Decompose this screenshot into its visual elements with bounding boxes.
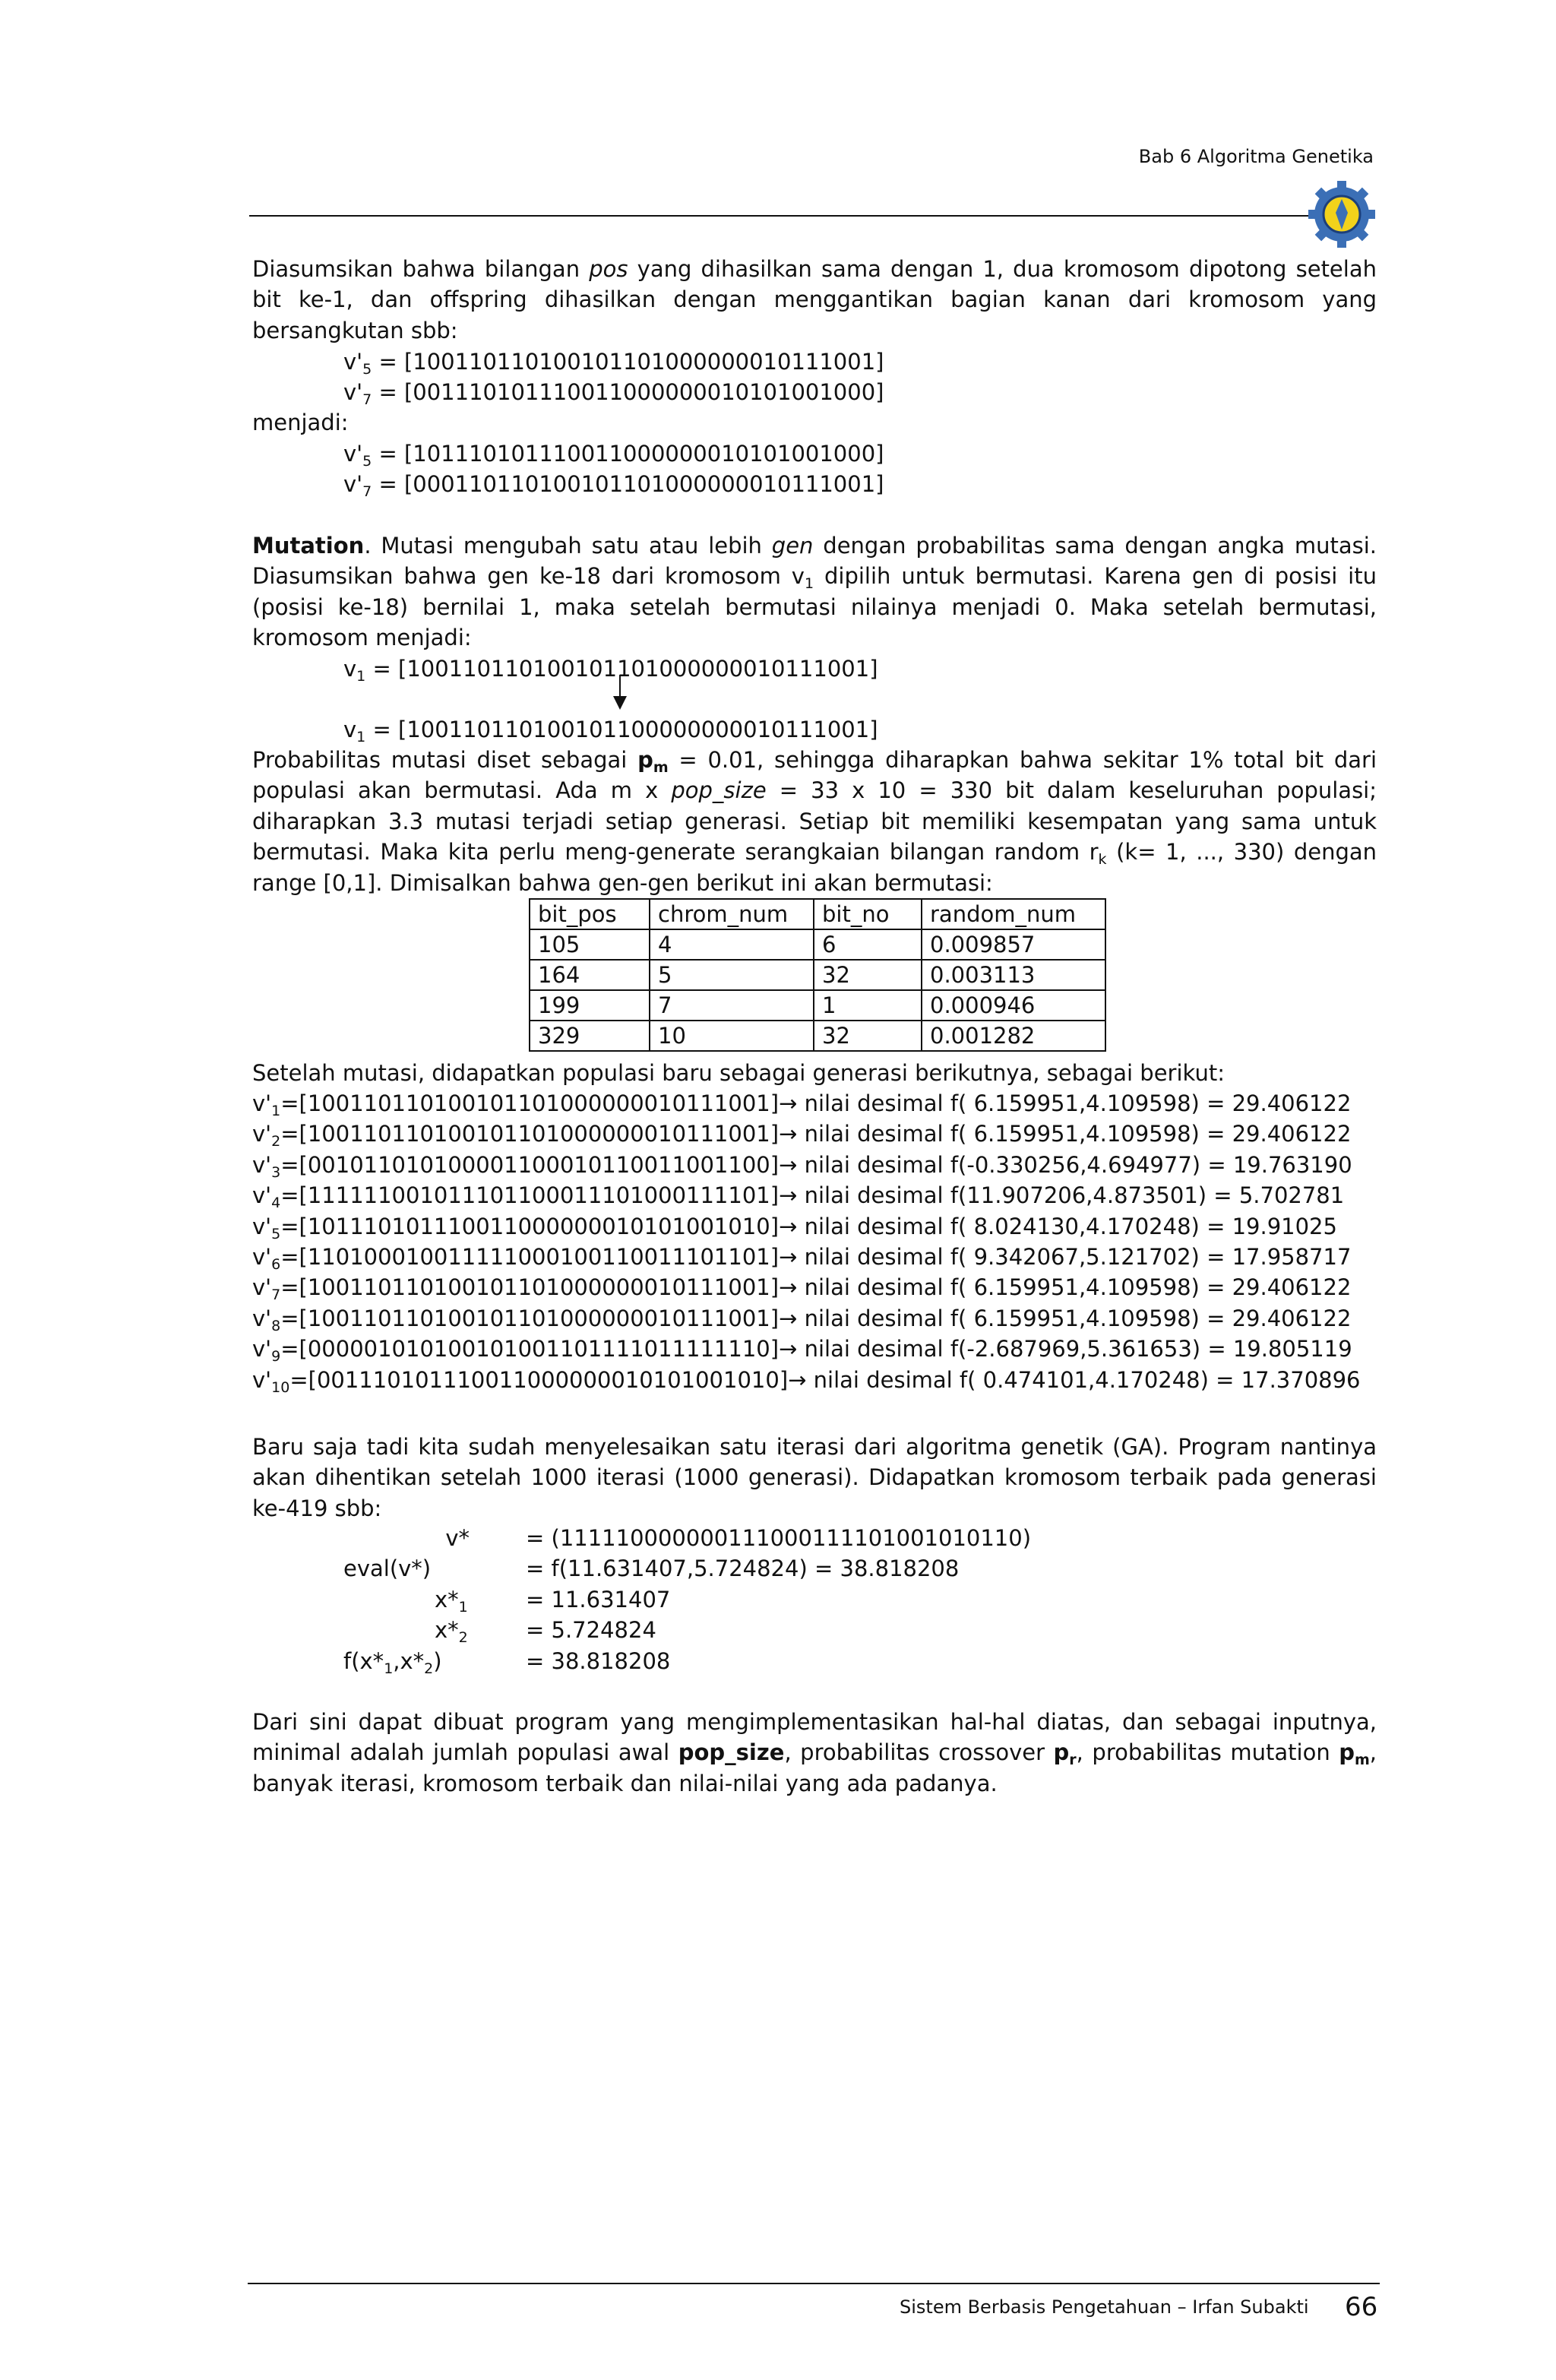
mutation-title: Mutation bbox=[252, 533, 365, 559]
table-cell: 5 bbox=[650, 960, 814, 990]
crossover-intro: Diasumsikan bahwa bilangan pos yang dihasilkan sama dengan 1, dua kromosom dipotong setelah bit ke-1, dan offspring dihasilkan dengan menggantikan bagian kanan dari kromosom yang bersangkutan sbb: bbox=[252, 256, 1377, 343]
table-row bbox=[530, 929, 1105, 960]
mutation-arrow-icon bbox=[612, 675, 628, 713]
column-header: bit_pos bbox=[530, 899, 650, 929]
table-cell: 10 bbox=[650, 1021, 814, 1051]
menjadi-label: menjadi: bbox=[252, 410, 349, 435]
table-cell: 32 bbox=[814, 960, 922, 990]
chapter-header: Bab 6 Algoritma Genetika bbox=[1138, 146, 1374, 167]
arrow-right-icon: → bbox=[779, 1121, 798, 1147]
arrow-right-icon: → bbox=[779, 1151, 798, 1178]
table-cell: 199 bbox=[530, 990, 650, 1021]
table-cell: 4 bbox=[650, 929, 814, 960]
footer-text: Sistem Berbasis Pengetahuan – Irfan Subakti bbox=[900, 2296, 1309, 2318]
arrow-right-icon: → bbox=[779, 1213, 798, 1239]
list-item: $v'_3=[001011010100001100010110011001100]\to$ nilai desimal f(-0.330256,4.694977) = 19.763190 bbox=[252, 1151, 1352, 1181]
list-item: $v'_7=[100110110100101101000000010111001]\to$ nilai desimal f( 6.159951,4.109598) = 29.406122 bbox=[252, 1274, 1352, 1304]
list-item: $v'_{10}=[001110101110011000000010101001010]\to$ nilai desimal f( 0.474101,4.170248) = 17.370896 bbox=[252, 1366, 1361, 1396]
page-number: 66 bbox=[1345, 2292, 1378, 2322]
list-item: $v'_8=[100110110100101101000000010111001]\to$ nilai desimal f( 6.159951,4.109598) = 29.406122 bbox=[252, 1305, 1352, 1334]
chromosome-v1-before: $v_1 = [100110110100101101000000010111001]$ bbox=[343, 656, 878, 685]
table-row bbox=[530, 990, 1105, 1021]
table-cell: 32 bbox=[814, 1021, 922, 1051]
chromosome-v7-after: $v'_7 = [000110110100101101000000010111001]$ bbox=[343, 471, 884, 500]
table-cell: 164 bbox=[530, 960, 650, 990]
table-cell: 0.001282 bbox=[922, 1021, 1105, 1051]
table-row bbox=[530, 960, 1105, 990]
table-cell: 1 bbox=[814, 990, 922, 1021]
arrow-right-icon: → bbox=[779, 1336, 798, 1362]
arrow-right-icon: → bbox=[779, 1182, 798, 1209]
arrow-right-icon: → bbox=[779, 1244, 798, 1270]
header-rule bbox=[249, 215, 1328, 217]
arrow-right-icon: → bbox=[779, 1305, 798, 1331]
mutation-table bbox=[529, 898, 1106, 1052]
list-item: $v'_4=[111111001011101100011101000111101]\to$ nilai desimal f(11.907206,4.873501) = 5.702781 bbox=[252, 1182, 1345, 1212]
mutation-paragraph: Mutation. Mutasi mengubah satu atau lebih gen dengan probabilitas sama dengan angka mutasi. Diasumsikan bahwa gen ke-18 dari kromosom $v_1$ dipilih untuk bermutasi. Karena gen di posisi itu (posisi ke-18) bernilai 1, maka setelah bermutasi nilainya menjadi 0. Maka setelah bermutasi, kromosom menjadi: bbox=[252, 533, 1377, 651]
table-cell: 0.000946 bbox=[922, 990, 1105, 1021]
chromosome-v5-before: $v'_5 = [100110110100101101000000010111001]$ bbox=[343, 349, 884, 378]
list-item: $v'_2=[100110110100101101000000010111001]\to$ nilai desimal f( 6.159951,4.109598) = 29.406122 bbox=[252, 1121, 1352, 1150]
footer-rule bbox=[248, 2283, 1380, 2284]
column-header: random_num bbox=[922, 899, 1105, 929]
list-item: $v'_1=[100110110100101101000000010111001]\to$ nilai desimal f( 6.159951,4.109598) = 29.406122 bbox=[252, 1090, 1352, 1119]
list-item: $v'_9=[000001010100101001101111011111110]\to$ nilai desimal f(-2.687969,5.361653) = 19.805119 bbox=[252, 1336, 1352, 1366]
table-cell: 105 bbox=[530, 929, 650, 960]
after-mutation-intro: Setelah mutasi, didapatkan populasi baru sebagai generasi berikutnya, sebagai berikut: bbox=[252, 1060, 1225, 1086]
list-item: $v'_5=[101110101110011000000010101001010]\to$ nilai desimal f( 8.024130,4.170248) = 19.91025 bbox=[252, 1213, 1337, 1242]
arrow-right-icon: → bbox=[779, 1090, 798, 1116]
result-intro: Baru saja tadi kita sudah menyelesaikan satu iterasi dari algoritma genetik (GA). Program nantinya akan dihentikan setelah 1000 iterasi (1000 generasi). Didapatkan kromosom terbaik pada generasi ke-419 sbb: bbox=[252, 1434, 1377, 1521]
chromosome-v7-before: $v'_7 = [001110101110011000000010101001000]$ bbox=[343, 379, 884, 408]
table-cell: 0.009857 bbox=[922, 929, 1105, 960]
mutation-probability-paragraph: Probabilitas mutasi diset sebagai $p_m = 0.01$, sehingga diharapkan bahwa sekitar 1% total bit dari populasi akan bermutasi. Ada m x pop_size = 33 x 10 = 330 bit dalam keseluruhan populasi; diharapkan 3.3 mutasi terjadi setiap generasi. Setiap bit memiliki kesempatan yang sama untuk bermutasi. Maka kita perlu meng-generate serangkaian bilangan random $r_k$ (k= 1, ..., 330) dengan range [0,1]. Dimisalkan bahwa gen-gen berikut ini akan bermutasi: bbox=[252, 747, 1377, 896]
chromosome-v1-after: $v_1 = [100110110100101100000000010111001]$ bbox=[343, 717, 878, 745]
column-header: chrom_num bbox=[650, 899, 814, 929]
university-emblem-icon bbox=[1307, 179, 1377, 249]
table-cell: 6 bbox=[814, 929, 922, 960]
table-cell: 7 bbox=[650, 990, 814, 1021]
table-row bbox=[530, 1021, 1105, 1051]
column-header: bit_no bbox=[814, 899, 922, 929]
table-header-row bbox=[530, 899, 1105, 929]
closing-paragraph: Dari sini dapat dibuat program yang mengimplementasikan hal-hal diatas, dan sebagai inputnya, minimal adalah jumlah populasi awal pop_size, probabilitas crossover $p_r$, probabilitas mutation $p_m$, banyak iterasi, kromosom terbaik dan nilai-nilai yang ada padanya. bbox=[252, 1709, 1377, 1796]
chromosome-v5-after: $v'_5 = [101110101110011000000010101001000]$ bbox=[343, 441, 884, 470]
table-cell: 329 bbox=[530, 1021, 650, 1051]
arrow-right-icon: → bbox=[779, 1274, 798, 1301]
list-item: $v'_6=[110100010011111000100110011101101]\to$ nilai desimal f( 9.342067,5.121702) = 17.958717 bbox=[252, 1244, 1352, 1273]
table-cell: 0.003113 bbox=[922, 960, 1105, 990]
arrow-right-icon: → bbox=[788, 1366, 807, 1393]
